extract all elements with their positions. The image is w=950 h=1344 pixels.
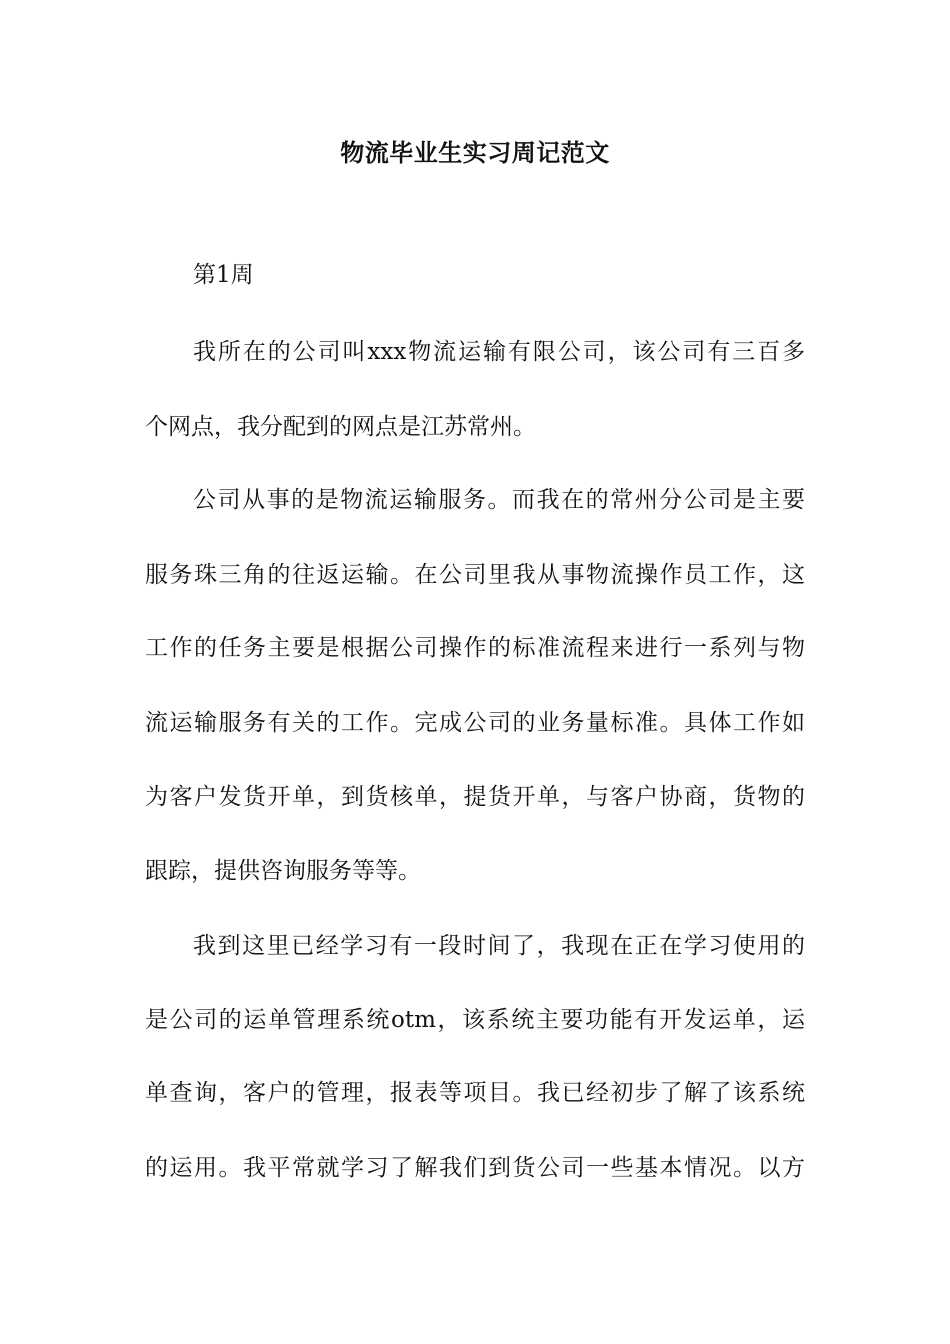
paragraph-line: 个网点，我分配到的网点是江苏常州。 [145,414,536,440]
week-heading: 第1周 [193,262,254,288]
paragraph-line: 是公司的运单管理系统otm，该系统主要功能有开发运单，运 [145,1007,805,1033]
document-title: 物流毕业生实习周记范文 [340,138,610,167]
paragraph-line: 我到这里已经学习有一段时间了，我现在正在学习使用的 [193,933,805,959]
paragraph-line: 单查询，客户的管理，报表等项目。我已经初步了解了该系统 [145,1080,805,1106]
paragraph-line: 工作的任务主要是根据公司操作的标准流程来进行一系列与物 [145,635,805,661]
paragraph-line: 服务珠三角的往返运输。在公司里我从事物流操作员工作，这 [145,562,805,588]
paragraph-line: 的运用。我平常就学习了解我们到货公司一些基本情况。以方 [145,1155,805,1181]
paragraph-line: 为客户发货开单，到货核单，提货开单，与客户协商，货物的 [145,784,805,810]
paragraph-line: 公司从事的是物流运输服务。而我在的常州分公司是主要 [193,487,805,513]
paragraph-line: 我所在的公司叫xxx物流运输有限公司，该公司有三百多 [193,339,805,365]
paragraph-line: 流运输服务有关的工作。完成公司的业务量标准。具体工作如 [145,710,805,736]
paragraph-line: 跟踪，提供咨询服务等等。 [145,858,421,884]
